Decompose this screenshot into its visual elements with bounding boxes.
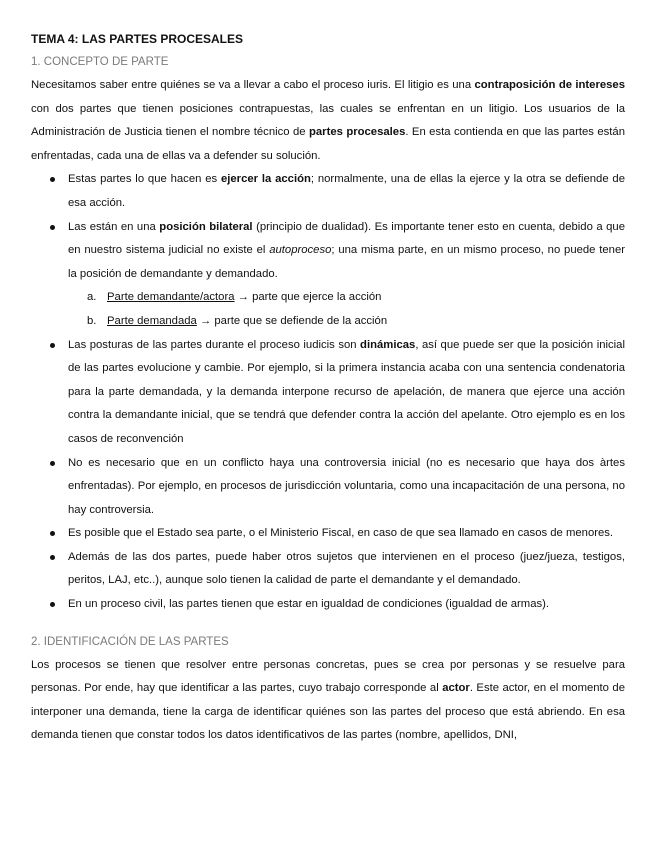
list-item: Las están en una posición bilateral (principio de dualidad). Es importante tener esto en cuenta, debido a que en nuestro sistema judicial no existe el autoproceso; una misma parte, en un mismo proceso, no puede tener la posición de demandante y demandado. a. Parte demandante/actora → parte que ejerce la acción b. Parte demandada → parte que se defiende de la acción	[31, 216, 625, 334]
concept-bullet-list	[31, 168, 625, 616]
list-item: En un proceso civil, las partes tienen que estar en igualdad de condiciones (igualdad de armas).	[31, 593, 625, 617]
sub-list-item: b. Parte demandada → parte que se defiende de la acción	[87, 314, 388, 327]
sub-list-item: a. Parte demandante/actora → parte que ejerce la acción	[87, 291, 382, 304]
document-page	[31, 28, 625, 748]
party-types-sublist	[68, 286, 625, 333]
document-title: TEMA 4: LAS PARTES PROCESALES	[31, 32, 244, 46]
bullet-icon	[50, 225, 55, 230]
section-heading-concepto: 1. CONCEPTO DE PARTE	[31, 56, 169, 68]
list-item: No es necesario que en un conflicto haya una controversia inicial (no es necesario que haya dos àrtes enfrentadas). Por ejemplo, en procesos de jurisdicción voluntaria, como una incapacitación de una persona, no hay controversia.	[31, 452, 625, 523]
bullet-icon	[50, 555, 55, 560]
list-item: Las posturas de las partes durante el proceso iudicis son dinámicas, así que puede ser que la posición inicial de las partes evolucione y cambie. Por ejemplo, si la primera instancia acaba con una sentencia condenatoria para la parte demandada, y la demanda interpone recurso de apelación, de manera que ejerce una acción contra la demandante inicial, que se tendrá que defender contra la acción del apelante. Otro ejemplo es en los casos de reconvención	[31, 334, 625, 452]
bullet-icon	[50, 343, 55, 348]
section-spacer	[31, 617, 625, 631]
list-item: Además de las dos partes, puede haber otros sujetos que intervienen en el proceso (juez/jueza, testigos, peritos, LAJ, etc..), aunque solo tienen la calidad de parte el demandante y el demandado.	[31, 546, 625, 593]
bullet-icon	[50, 461, 55, 466]
intro-paragraph: Necesitamos saber entre quiénes se va a llevar a cabo el proceso iuris. El litigio es una contraposición de intereses con dos partes que tienen posiciones contrapuestas, las cuales se enfrentan en un litigio. Los usuarios de la Administración de Justicia tienen el nombre técnico de partes procesales. En esta contienda en que las partes están enfrentadas, cada una de ellas va a defender su solución.	[31, 79, 625, 162]
bullet-icon	[50, 531, 55, 536]
identification-paragraph: Los procesos se tienen que resolver entre personas concretas, pues se crea por personas y se resuelve para personas. Por ende, hay que identificar a las partes, cuyo trabajo corresponde al actor. Este actor, en el momento de interponer una demanda, tiene la carga de identificar quiénes son las partes del proceso que está abriendo. En esa demanda tienen que constar todos los datos identificativos de las partes (nombre, apellidos, DNI,	[31, 658, 625, 742]
section-heading-identificacion: 2. IDENTIFICACIÓN DE LAS PARTES	[31, 635, 229, 648]
bullet-icon	[50, 602, 55, 607]
list-item: Es posible que el Estado sea parte, o el Ministerio Fiscal, en caso de que sea llamado en casos de menores.	[31, 522, 625, 546]
bullet-icon	[50, 177, 55, 182]
list-item: Estas partes lo que hacen es ejercer la acción; normalmente, una de ellas la ejerce y la otra se defiende de esa acción.	[31, 168, 625, 215]
